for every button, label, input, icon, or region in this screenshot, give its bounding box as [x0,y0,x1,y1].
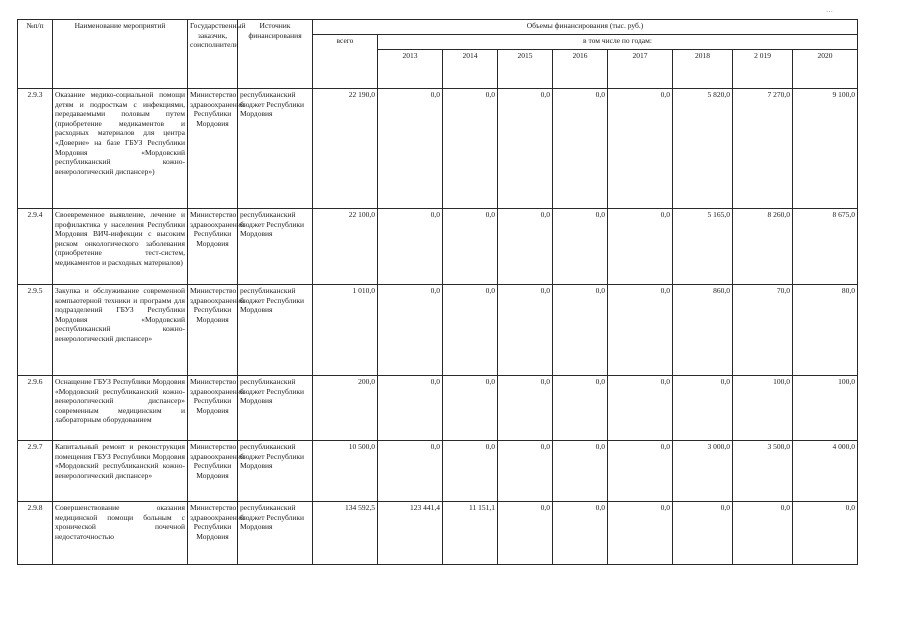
row-name: Совершенствование оказания медицинской помощи больным с хронической почечной недостаточностью [53,502,188,565]
row-year-value: 0,0 [733,502,793,565]
row-name: Оказание медико-социальной помощи детям и подросткам с инфекциями, передаваемыми половым путем (приобретение медикаментов и расходных материалов для центра «Доверие» на базе ГБУЗ Республики Мордовия «Мордовский республиканский кожно-венерологический диспансер») [53,89,188,209]
row-year-value: 0,0 [553,209,608,285]
row-year-value: 3 000,0 [673,441,733,502]
row-name: Закупка и обслуживание современной компьютерной техники и программ для подразделений ГБУЗ Республики Мордовия «Мордовский республиканский кожно-венерологический диспансер» [53,285,188,376]
row-customer: Министерство здравоохранения Республики Мордовия [188,441,238,502]
header-year: 2013 [378,50,443,89]
header-total: всего [313,35,378,89]
row-year-value: 0,0 [378,376,443,441]
row-year-value: 0,0 [673,376,733,441]
row-name: Своевременное выявление, лечение и профилактика у населения Республики Мордовия ВИЧ-инфекции с высоким риском онкологического заболевания (приобретение тест-систем, медикаментов и расходных материалов) [53,209,188,285]
row-year-value: 8 675,0 [793,209,858,285]
row-number: 2.9.6 [18,376,53,441]
row-year-value: 0,0 [553,441,608,502]
row-year-value: 100,0 [733,376,793,441]
row-year-value: 0,0 [498,209,553,285]
row-year-value: 123 441,4 [378,502,443,565]
row-year-value: 0,0 [793,502,858,565]
header-year: 2018 [673,50,733,89]
row-year-value: 0,0 [378,285,443,376]
row-number: 2.9.3 [18,89,53,209]
row-year-value: 860,0 [673,285,733,376]
row-total: 10 500,0 [313,441,378,502]
row-customer: Министерство здравоохранения Республики Мордовия [188,502,238,565]
row-year-value: 0,0 [498,441,553,502]
row-year-value: 0,0 [443,89,498,209]
header-year: 2014 [443,50,498,89]
row-year-value: 100,0 [793,376,858,441]
row-total: 22 190,0 [313,89,378,209]
row-year-value: 0,0 [608,209,673,285]
row-year-value: 4 000,0 [793,441,858,502]
row-number: 2.9.8 [18,502,53,565]
row-customer: Министерство здравоохранения Республики Мордовия [188,209,238,285]
table-row [18,376,858,441]
row-name: Оснащение ГБУЗ Республики Мордовия «Мордовский республиканский кожно-венерологический диспансер» современным медицинским и лабораторным оборудованием [53,376,188,441]
row-year-value: 5 165,0 [673,209,733,285]
row-year-value: 0,0 [498,376,553,441]
table-row [18,285,858,376]
table-row [18,209,858,285]
row-customer: Министерство здравоохранения Республики Мордовия [188,89,238,209]
header-volumes: Объемы финансирования (тыс. руб.) [313,20,858,35]
header-year: 2 019 [733,50,793,89]
table-row [18,89,858,209]
row-total: 200,0 [313,376,378,441]
row-year-value: 7 270,0 [733,89,793,209]
row-year-value: 0,0 [608,376,673,441]
row-total: 134 592,5 [313,502,378,565]
header-by-years: в том числе по годам: [378,35,858,50]
row-source: республиканский бюджет Республики Мордовия [238,285,313,376]
row-number: 2.9.7 [18,441,53,502]
header-year: 2016 [553,50,608,89]
row-year-value: 3 500,0 [733,441,793,502]
row-year-value: 5 820,0 [673,89,733,209]
row-year-value: 0,0 [498,89,553,209]
header-name: Наименование мероприятий [53,20,188,89]
row-number: 2.9.4 [18,209,53,285]
header-year: 2015 [498,50,553,89]
row-source: республиканский бюджет Республики Мордовия [238,502,313,565]
row-source: республиканский бюджет Республики Мордовия [238,89,313,209]
header-year: 2017 [608,50,673,89]
row-year-value: 0,0 [553,89,608,209]
header-year: 2020 [793,50,858,89]
page-mark: … [826,6,834,14]
row-year-value: 0,0 [378,441,443,502]
financing-table [17,19,858,565]
row-year-value: 0,0 [608,441,673,502]
row-year-value: 0,0 [673,502,733,565]
table-row [18,502,858,565]
row-year-value: 0,0 [608,89,673,209]
header-num: №п/п [18,20,53,89]
row-year-value: 0,0 [498,285,553,376]
row-year-value: 0,0 [443,376,498,441]
row-year-value: 0,0 [443,285,498,376]
row-year-value: 0,0 [608,285,673,376]
row-year-value: 0,0 [553,376,608,441]
row-source: республиканский бюджет Республики Мордовия [238,376,313,441]
row-year-value: 11 151,1 [443,502,498,565]
row-name: Капитальный ремонт и реконструкция помещения ГБУЗ Республики Мордовия «Мордовский республиканский кожно-венерологический диспансер» [53,441,188,502]
row-year-value: 0,0 [443,441,498,502]
row-year-value: 0,0 [378,89,443,209]
row-year-value: 0,0 [553,285,608,376]
row-year-value: 8 260,0 [733,209,793,285]
row-number: 2.9.5 [18,285,53,376]
row-year-value: 0,0 [378,209,443,285]
row-year-value: 80,0 [793,285,858,376]
row-customer: Министерство здравоохранения Республики Мордовия [188,376,238,441]
row-year-value: 70,0 [733,285,793,376]
row-total: 1 010,0 [313,285,378,376]
row-year-value: 9 100,0 [793,89,858,209]
row-source: республиканский бюджет Республики Мордовия [238,441,313,502]
row-year-value: 0,0 [498,502,553,565]
row-total: 22 100,0 [313,209,378,285]
table-row [18,441,858,502]
header-source: Источник финансирования [238,20,313,89]
row-year-value: 0,0 [553,502,608,565]
header-customer: Государственный заказчик, соисполнители [188,20,238,89]
row-source: республиканский бюджет Республики Мордовия [238,209,313,285]
row-year-value: 0,0 [608,502,673,565]
row-customer: Министерство здравоохранения Республики Мордовия [188,285,238,376]
row-year-value: 0,0 [443,209,498,285]
